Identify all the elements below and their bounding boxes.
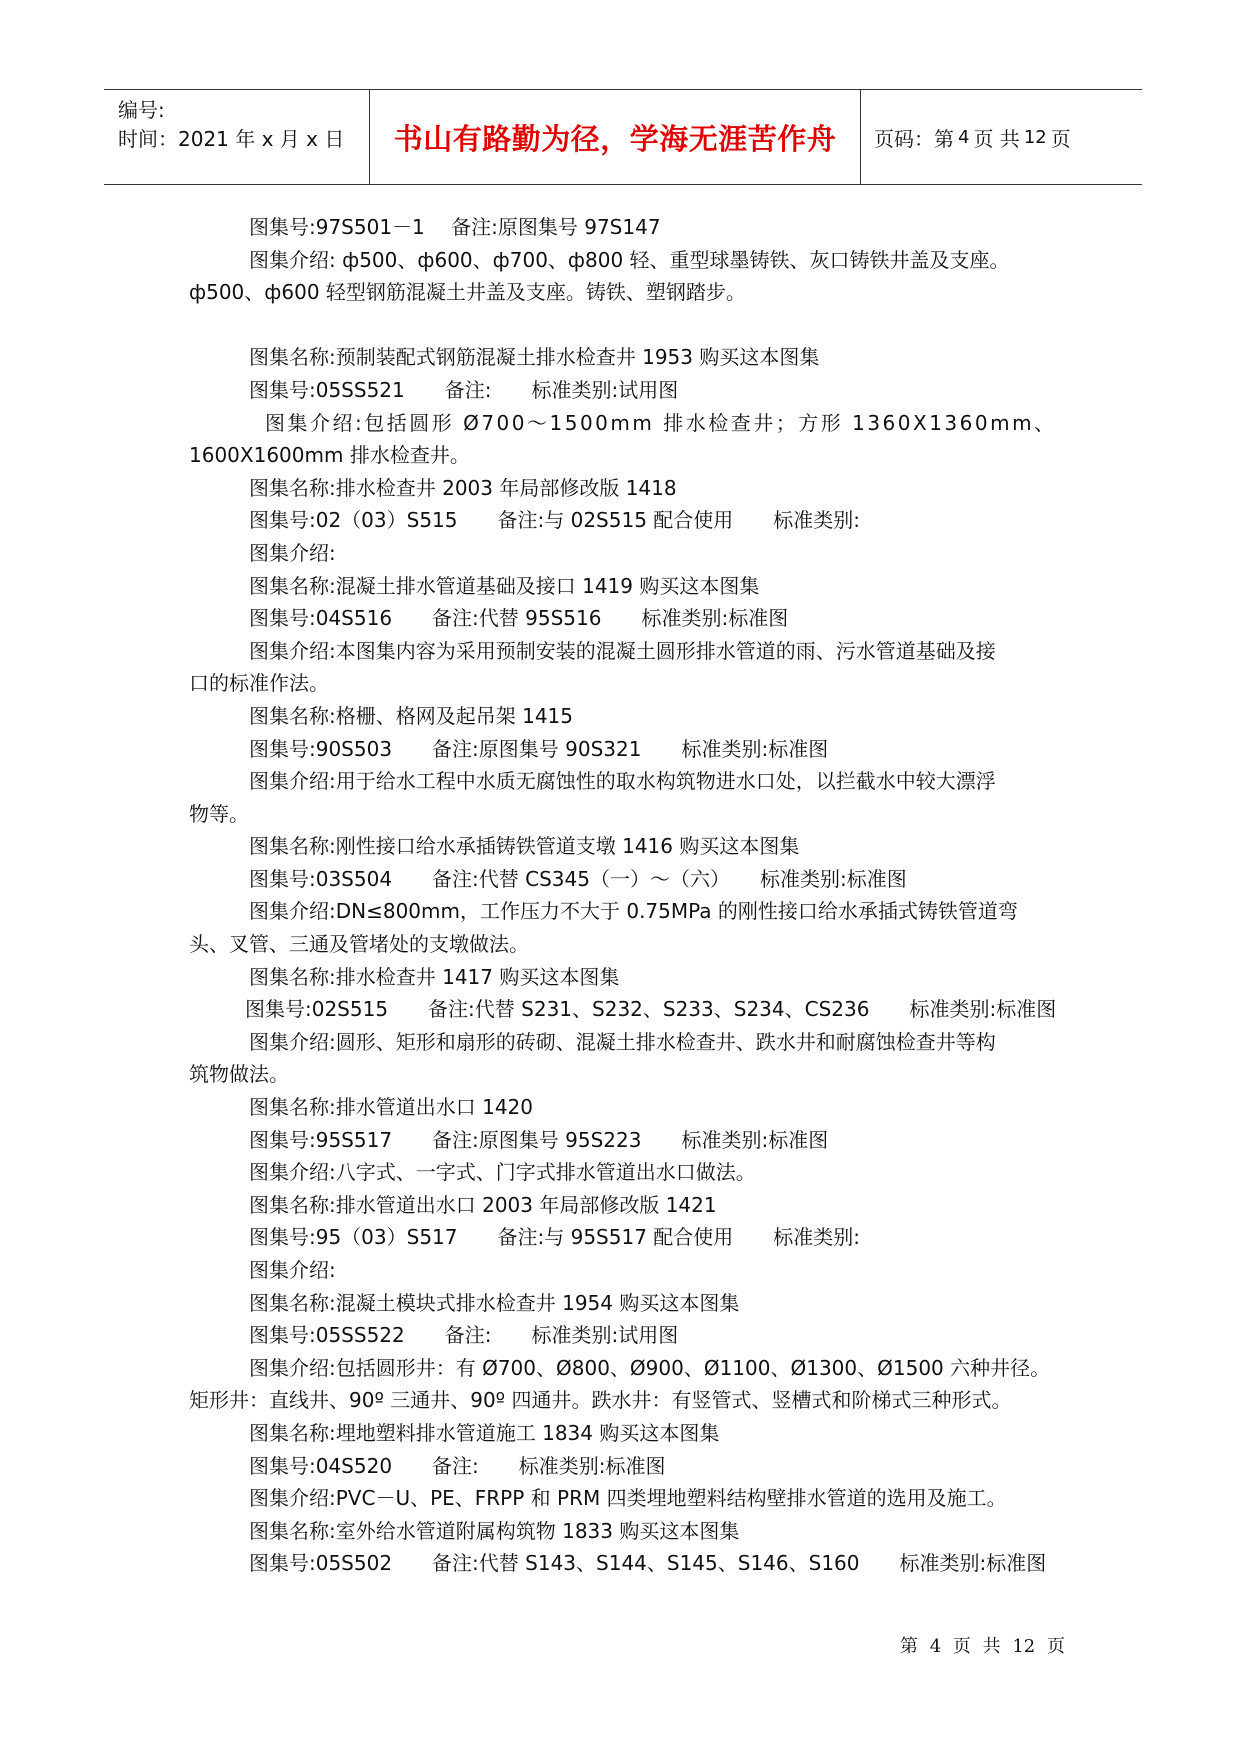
atlas-name-line: 图集名称:排水检查井 2003 年局部修改版 1418 <box>249 475 677 500</box>
header-divider <box>860 90 861 184</box>
atlas-number-line: 图集号:05SS521 备注: 标准类别:试用图 <box>249 377 679 402</box>
atlas-number-line: 图集号:03S504 备注:代替 CS345（一）～（六） 标准类别:标准图 <box>249 866 907 891</box>
document-number-label: 编号: <box>118 98 165 122</box>
atlas-number-line: 图集号:05S502 备注:代替 S143、S144、S145、S146、S160 标准类别:标准图 <box>249 1551 1047 1576</box>
atlas-intro-continuation: 口的标准作法。 <box>189 671 329 696</box>
header-info <box>118 96 344 154</box>
atlas-name-line: 图集名称:埋地塑料排水管道施工 1834 购买这本图集 <box>249 1420 720 1445</box>
atlas-intro-line: 图集介绍: <box>249 1258 336 1282</box>
atlas-intro-continuation: 物等。 <box>189 801 249 826</box>
page-footer: 第 4 页 共 12 页 <box>900 1636 1065 1657</box>
atlas-intro-continuation: 筑物做法。 <box>189 1062 289 1087</box>
blank-line <box>189 309 1064 342</box>
atlas-name-line: 图集名称:刚性接口给水承插铸铁管道支墩 1416 购买这本图集 <box>249 834 800 859</box>
atlas-intro-continuation: 矩形井：直线井、90º 三通井、90º 四通井。跌水井：有竖管式、竖槽式和阶梯式三种形式。 <box>189 1388 1012 1413</box>
atlas-name-line: 图集名称:混凝土模块式排水检查井 1954 购买这本图集 <box>249 1290 740 1315</box>
atlas-intro-continuation: 头、叉管、三通及管堵处的支墩做法。 <box>189 932 529 957</box>
atlas-number-line: 图集号:95（03）S517 备注:与 95S517 配合使用 标准类别: <box>249 1225 861 1250</box>
atlas-name-line: 图集名称:排水检查井 1417 购买这本图集 <box>249 964 620 989</box>
atlas-name-line: 图集名称:室外给水管道附属构筑物 1833 购买这本图集 <box>249 1518 740 1543</box>
atlas-number-line: 图集号:97S501－1 备注:原图集号 97S147 <box>249 215 661 239</box>
atlas-number-line: 图集号:04S520 备注: 标准类别:标准图 <box>249 1453 666 1478</box>
document-time: 时间：2021 年 x 月 x 日 <box>118 127 345 151</box>
atlas-intro-line: 图集介绍:用于给水工程中水质无腐蚀性的取水构筑物进水口处，以拦截水中较大漂浮 <box>249 769 996 794</box>
document-body <box>189 211 1064 1580</box>
header-page-indicator: 页码：第 4 页 共 12 页 <box>874 126 1071 151</box>
atlas-intro-continuation: 1600X1600mm 排水检查井。 <box>189 443 470 468</box>
page-header <box>104 89 1142 185</box>
atlas-intro-line: 图集介绍:圆形、矩形和扇形的砖砌、混凝土排水检查井、跌水井和耐腐蚀检查井等构 <box>249 1029 996 1054</box>
atlas-intro-line: 图集介绍:包括圆形井：有 Ø700、Ø800、Ø900、Ø1100、Ø1300、Ø1500 六种井径。 <box>249 1355 1051 1380</box>
atlas-name-line: 图集名称:预制装配式钢筋混凝土排水检查井 1953 购买这本图集 <box>249 345 820 370</box>
atlas-intro-continuation: ф500、ф600 轻型钢筋混凝土井盖及支座。铸铁、塑钢踏步。 <box>189 280 746 305</box>
atlas-name-line: 图集名称:混凝土排水管道基础及接口 1419 购买这本图集 <box>249 573 760 598</box>
atlas-number-line: 图集号:04S516 备注:代替 95S516 标准类别:标准图 <box>249 606 789 631</box>
atlas-name-line: 图集名称:排水管道出水口 1420 <box>249 1095 533 1120</box>
atlas-number-line: 图集号:90S503 备注:原图集号 90S321 标准类别:标准图 <box>249 736 829 761</box>
atlas-intro-line: 图集介绍:包括圆形 Ø700～1500mm 排水检查井；方形 1360X1360mm、 <box>265 410 1057 435</box>
atlas-number-line: 图集号:95S517 备注:原图集号 95S223 标准类别:标准图 <box>249 1127 829 1152</box>
total-pages-number: 12 <box>1023 126 1047 148</box>
atlas-name-line: 图集名称:格栅、格网及起吊架 1415 <box>249 703 573 728</box>
atlas-intro-line: 图集介绍: ф500、ф600、ф700、ф800 轻、重型球墨铸铁、灰口铸铁井盖及支座。 <box>249 247 1010 272</box>
atlas-intro-line: 图集介绍:八字式、一字式、门字式排水管道出水口做法。 <box>249 1160 756 1185</box>
atlas-number-line: 图集号:05SS522 备注: 标准类别:试用图 <box>249 1323 679 1348</box>
atlas-number-line: 图集号:02S515 备注:代替 S231、S232、S233、S234、CS236 标准类别:标准图 <box>245 997 1057 1022</box>
atlas-name-line: 图集名称:排水管道出水口 2003 年局部修改版 1421 <box>249 1192 717 1217</box>
atlas-number-line: 图集号:02（03）S515 备注:与 02S515 配合使用 标准类别: <box>249 508 861 533</box>
atlas-intro-line: 图集介绍:PVC－U、PE、FRPP 和 PRM 四类埋地塑料结构壁排水管道的选用及施工。 <box>249 1486 1007 1511</box>
atlas-intro-line: 图集介绍:本图集内容为采用预制安装的混凝土圆形排水管道的雨、污水管道基础及接 <box>249 638 996 663</box>
atlas-intro-line: 图集介绍:DN≤800mm，工作压力不大于 0.75MPa 的刚性接口给水承插式铸铁管道弯 <box>249 899 1018 924</box>
header-motto: 书山有路勤为径，学海无涯苦作舟 <box>393 121 837 156</box>
atlas-intro-line: 图集介绍: <box>249 540 336 565</box>
current-page-number: 4 <box>958 126 970 148</box>
